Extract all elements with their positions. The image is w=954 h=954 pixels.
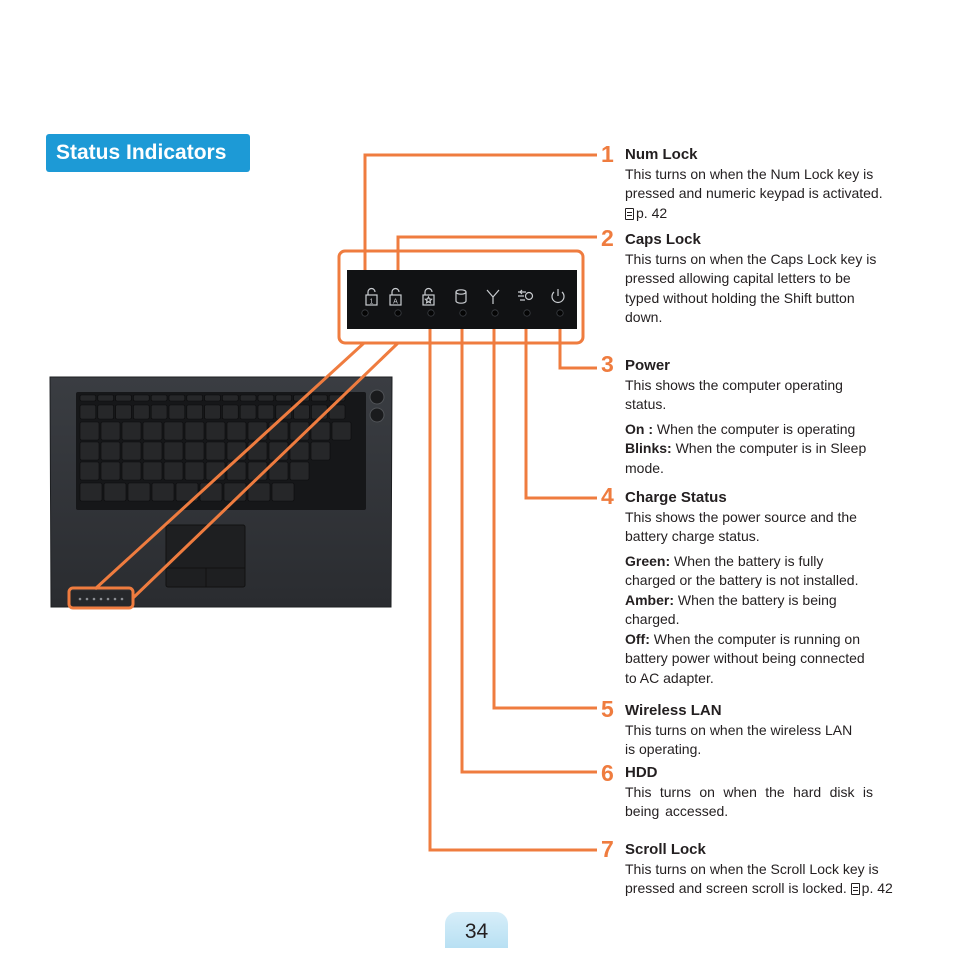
keyboard-key: [98, 405, 114, 419]
keyboard-key: [290, 462, 309, 480]
keyboard-key: [122, 442, 141, 460]
wireless-lan-icon: [487, 290, 499, 304]
power-icon: [552, 289, 564, 302]
item-hdd: HDD This turns on when the hard disk is being accessed.: [625, 764, 873, 819]
keyboard-key: [164, 462, 183, 480]
keyboard-key: [80, 422, 99, 440]
indicator-led: [395, 310, 401, 316]
tiny-status-led: [121, 598, 124, 601]
keyboard-key: [240, 395, 256, 401]
callout-number: 3: [601, 351, 614, 377]
keyboard-key: [151, 395, 167, 401]
keyboard-key: [122, 422, 141, 440]
keyboard-key: [143, 462, 162, 480]
keyboard-key: [80, 395, 96, 401]
keyboard-key: [272, 483, 294, 501]
keyboard-key: [248, 422, 267, 440]
vol-button: [370, 408, 384, 422]
callout-number: 2: [601, 225, 614, 251]
keyboard-key: [185, 422, 204, 440]
item-charge-status: Charge Status This shows the power source and the battery charge status. Green: When the battery is fully charged or the battery is not installed. Amber: When the battery is being charged. Off: When the computer is running on battery power without being connected to AC adapter.: [625, 489, 865, 686]
keyboard-key: [240, 405, 256, 419]
keyboard-key: [332, 422, 351, 440]
page-number: 34: [445, 912, 508, 948]
hdd-icon: [456, 290, 466, 303]
tiny-status-led: [79, 598, 82, 601]
callout-number: 1: [601, 141, 614, 167]
keyboard-key: [151, 405, 167, 419]
leader-line: [494, 318, 597, 708]
scroll-lock-icon: [423, 289, 434, 306]
keyboard-key: [128, 483, 150, 501]
book-icon: [625, 208, 634, 220]
keyboard-key: [311, 442, 330, 460]
tiny-status-led: [86, 598, 89, 601]
keyboard-key: [164, 422, 183, 440]
keyboard-key: [143, 422, 162, 440]
item-wireless-lan: Wireless LAN This turns on when the wireless LAN is operating.: [625, 702, 853, 757]
keyboard-key: [258, 395, 274, 401]
keyboard-key: [169, 405, 185, 419]
keyboard-key: [187, 405, 203, 419]
keyboard-key: [187, 395, 203, 401]
keyboard-key: [80, 462, 99, 480]
keyboard-key: [227, 442, 246, 460]
keyboard-key: [222, 395, 238, 401]
keyboard-key: [311, 395, 327, 401]
keyboard-key: [143, 442, 162, 460]
callout-number: 6: [601, 760, 614, 786]
caps-lock-icon: [390, 289, 401, 306]
keyboard-key: [101, 442, 120, 460]
item-power: Power This shows the computer operating status. On : When the computer is operating Blinks: When the computer is in Sleep mode.: [625, 357, 867, 476]
keyboard-key: [164, 442, 183, 460]
keyboard-key: [152, 483, 174, 501]
leader-line: [430, 318, 597, 850]
keyboard-key: [116, 405, 132, 419]
keyboard-key: [80, 442, 99, 460]
indicator-led: [524, 310, 530, 316]
keyboard-key: [98, 395, 114, 401]
keyboard-key: [227, 422, 246, 440]
num-lock-icon: [366, 289, 377, 306]
keyboard-key: [276, 395, 292, 401]
tiny-status-led: [107, 598, 110, 601]
tiny-status-led: [100, 598, 103, 601]
power-button: [370, 390, 384, 404]
charge-status-icon: [518, 290, 533, 300]
section-heading: Status Indicators: [46, 134, 250, 172]
keyboard-key: [101, 422, 120, 440]
callout-number: 4: [601, 483, 614, 509]
keyboard-key: [116, 395, 132, 401]
keyboard-key: [205, 395, 221, 401]
leader-line: [365, 155, 597, 283]
keyboard-key: [80, 405, 96, 419]
item-scroll-lock: Scroll Lock This turns on when the Scroll Lock key is pressed and screen scroll is locked. p. 42: [625, 841, 893, 896]
keyboard-key: [205, 405, 221, 419]
item-num-lock: Num Lock This turns on when the Num Lock key is pressed and numeric keypad is activated. p. 42: [625, 146, 883, 221]
keyboard-key: [258, 405, 274, 419]
callout-number: 7: [601, 836, 614, 862]
indicator-led: [460, 310, 466, 316]
callout-number: 5: [601, 696, 614, 722]
keyboard-key: [185, 462, 204, 480]
tiny-status-led: [114, 598, 117, 601]
keyboard-key: [269, 422, 288, 440]
keyboard-key: [122, 462, 141, 480]
indicator-led: [557, 310, 563, 316]
keyboard-key: [133, 395, 149, 401]
keyboard-key: [206, 422, 225, 440]
keyboard-key: [206, 442, 225, 460]
keyboard-key: [200, 483, 222, 501]
keyboard-key: [222, 405, 238, 419]
svg-text:1: 1: [369, 298, 374, 306]
book-icon: [851, 883, 860, 895]
keyboard-key: [133, 405, 149, 419]
tiny-status-led: [93, 598, 96, 601]
svg-text:A: A: [393, 298, 398, 306]
keyboard-key: [185, 442, 204, 460]
keyboard-key: [169, 395, 185, 401]
indicator-panel: [347, 270, 577, 329]
indicator-led: [428, 310, 434, 316]
keyboard-key: [80, 483, 102, 501]
keyboard-key: [101, 462, 120, 480]
leader-line: [462, 318, 597, 772]
indicator-led: [362, 310, 368, 316]
keyboard-key: [104, 483, 126, 501]
item-caps-lock: Caps Lock This turns on when the Caps Lock key is pressed allowing capital letters to be typed without holding the Shift button down.: [625, 231, 877, 325]
indicator-led: [492, 310, 498, 316]
